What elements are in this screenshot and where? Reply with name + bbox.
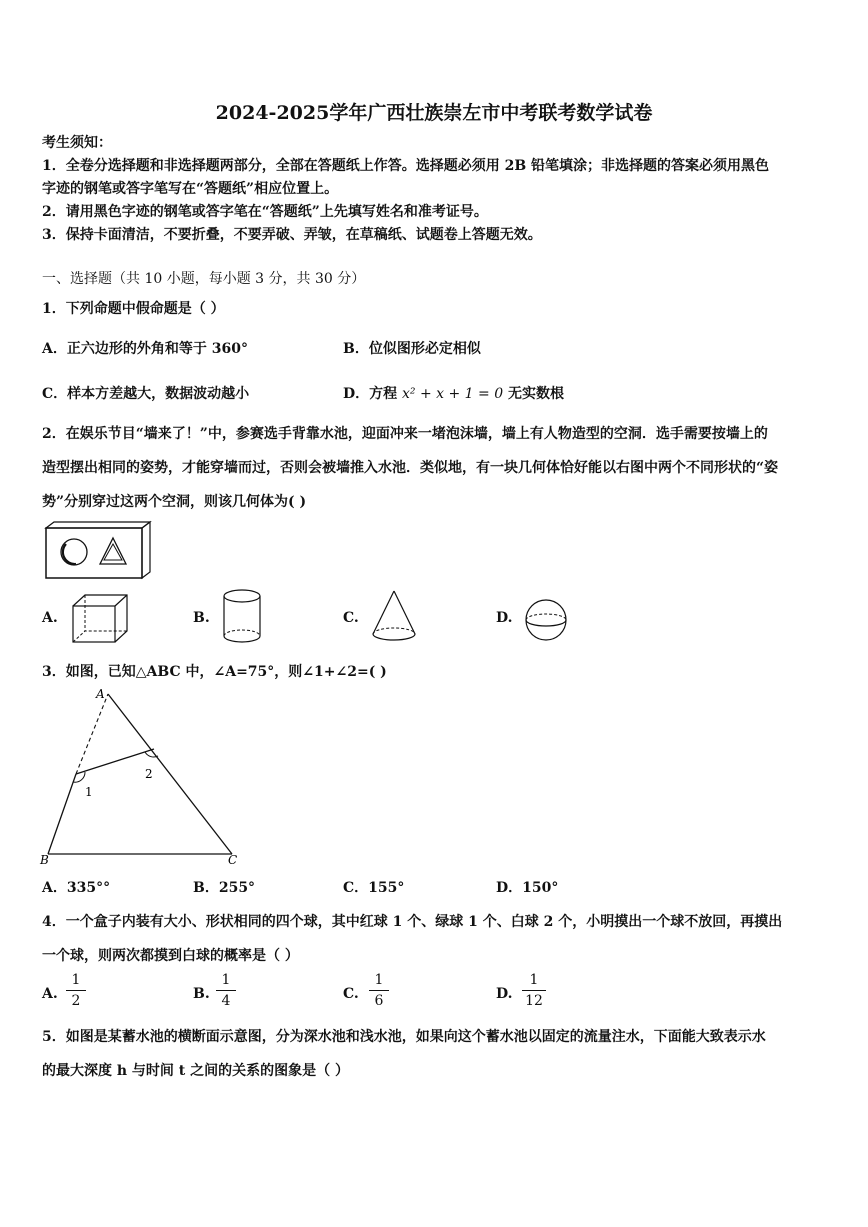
- cylinder-figure: [222, 588, 262, 644]
- q2-line-2: 造型摆出相同的姿势，才能穿墙而过，否则会被墙推入水池．类似地，有一块几何体恰好能以右图中两个不同形状的“姿: [42, 460, 779, 476]
- notice-item-1-cont: 字迹的钢笔或答字笔写在“答题纸”相应位置上。: [42, 181, 339, 197]
- q4-line-2: 一个球，则两次都摸到白球的概率是（ ）: [42, 948, 299, 964]
- q1-option-d-prefix: D．方程: [343, 386, 403, 402]
- q1-option-c: C．样本方差越大，数据波动越小: [42, 386, 250, 402]
- angle-1-label: 1: [85, 785, 93, 799]
- q1-stem: 1．下列命题中假命题是（ ）: [42, 301, 225, 317]
- cone-figure: [371, 590, 417, 644]
- notice-item-3: 3．保持卡面清洁，不要折叠，不要弄破、弄皱，在草稿纸、试题卷上答题无效。: [42, 227, 542, 243]
- q3-option-a: A．335°°: [42, 880, 111, 896]
- q4-d-denominator: 12: [525, 993, 543, 1009]
- q2-option-b: B.: [193, 610, 210, 626]
- q1-option-d-math: x² + x + 1 = 0: [402, 386, 504, 402]
- q3-option-d: D．150°: [496, 880, 559, 896]
- q1-option-b: B．位似图形必定相似: [343, 341, 481, 357]
- q4-option-b: B.: [193, 986, 210, 1002]
- notice-item-2: 2．请用黑色字迹的钢笔或答字笔在“答题纸”上先填写姓名和准考证号。: [42, 204, 488, 220]
- q2-line-1: 2．在娱乐节目“墙来了！”中，参赛选手背靠水池，迎面冲来一堵泡沫墙，墙上有人物造型的空洞．选手需要按墙上的: [42, 426, 768, 442]
- page-title: 2024-2025学年广西壮族崇左市中考联考数学试卷: [215, 102, 653, 124]
- q4-option-c-fraction: [369, 972, 389, 1009]
- q4-b-numerator: 1: [216, 972, 236, 991]
- q4-d-numerator: 1: [522, 972, 546, 991]
- notice-heading: 考生须知：: [42, 135, 112, 151]
- q2-option-a: A.: [42, 610, 58, 626]
- cube-figure: [72, 594, 128, 644]
- q4-a-numerator: 1: [66, 972, 86, 991]
- q3-stem: 3．如图，已知△ABC 中，∠A=75°，则∠1+∠2=( ): [42, 664, 387, 680]
- q1-option-d-suffix: 无实数根: [503, 386, 565, 402]
- q1-option-d: [343, 383, 564, 403]
- q4-option-d: D.: [496, 986, 513, 1002]
- q2-line-3: 势”分别穿过这两个空洞，则该几何体为( ): [42, 494, 307, 510]
- angle-2-label: 2: [145, 767, 153, 781]
- q4-c-denominator: 6: [374, 993, 384, 1009]
- q3-option-b: B．255°: [193, 880, 256, 896]
- q4-option-a: A.: [42, 986, 58, 1002]
- q4-a-denominator: 2: [71, 993, 81, 1009]
- section-heading: 一、选择题（共 10 小题，每小题 3 分，共 30 分）: [42, 271, 366, 287]
- q4-option-c: C.: [343, 986, 359, 1002]
- q4-option-a-fraction: [66, 972, 86, 1009]
- q1-option-a: A．正六边形的外角和等于 360°: [42, 341, 248, 357]
- q2-option-d: D.: [496, 610, 513, 626]
- q5-line-1: 5．如图是某蓄水池的横断面示意图，分为深水池和浅水池，如果向这个蓄水池以固定的流量注水，下面能大致表示水: [42, 1029, 766, 1045]
- vertex-a-label: A: [96, 687, 105, 701]
- q4-b-denominator: 4: [221, 993, 231, 1009]
- q5-line-2: 的最大深度 h 与时间 t 之间的关系的图象是（ ）: [42, 1063, 350, 1079]
- vertex-b-label: B: [40, 853, 49, 867]
- vertex-c-label: C: [228, 853, 238, 867]
- q4-line-1: 4．一个盒子内装有大小、形状相同的四个球，其中红球 1 个、绿球 1 个、白球 2 个，小明摸出一个球不放回，再摸出: [42, 914, 783, 930]
- notice-item-1: 1．全卷分选择题和非选择题两部分，全部在答题纸上作答。选择题必须用 2B 铅笔填涂；非选择题的答案必须用黑色: [42, 158, 770, 174]
- wall-with-holes-figure: [44, 520, 154, 580]
- triangle-abc-figure: [40, 688, 250, 868]
- q4-c-numerator: 1: [369, 972, 389, 991]
- q2-option-c: C.: [343, 610, 359, 626]
- q3-option-c: C．155°: [343, 880, 405, 896]
- q4-option-b-fraction: [216, 972, 236, 1009]
- sphere-figure: [524, 598, 568, 642]
- q4-option-d-fraction: [522, 972, 546, 1009]
